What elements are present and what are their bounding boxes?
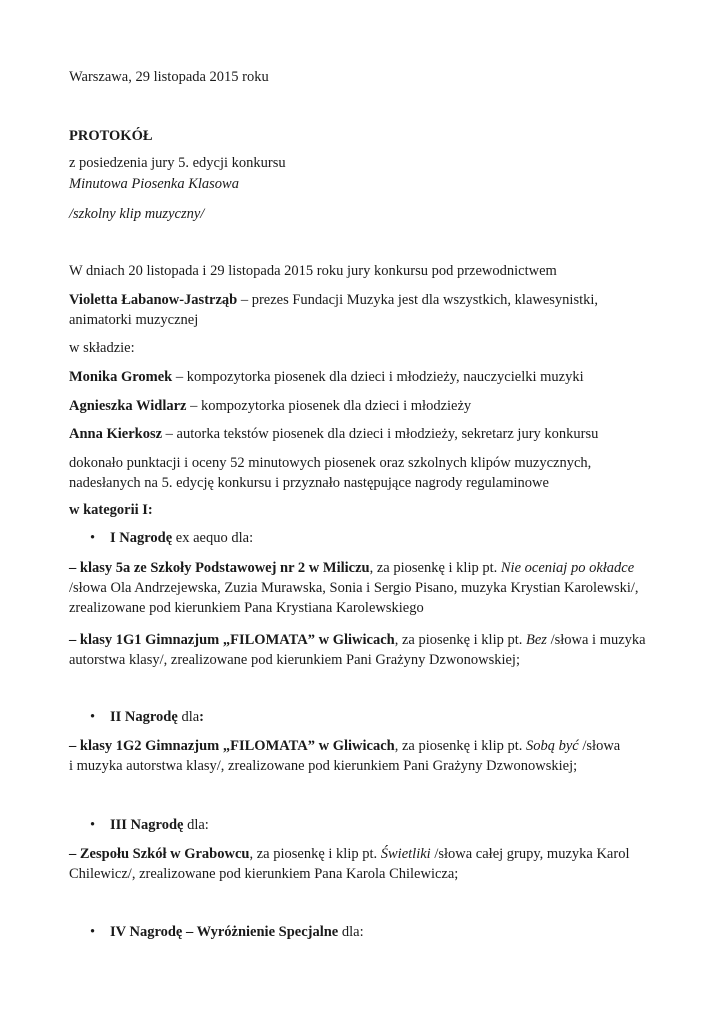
winner-name: – klasy 1G2 Gimnazjum „FILOMATA” w Gliwicach	[69, 738, 395, 754]
prize-suffix-colon: :	[199, 709, 204, 725]
bullet-icon: •	[90, 924, 96, 940]
entry-text: , za piosenkę i klip pt.	[394, 738, 526, 754]
prize-label: IV Nagrodę – Wyróżnienie Specjalne	[110, 924, 339, 940]
jury-member	[69, 367, 669, 387]
chair-name: Violetta Łabanow-Jastrząb	[69, 292, 238, 308]
member-description: – kompozytorka piosenek dla dzieci i młodzieży, nauczycielki muzyki	[172, 369, 584, 385]
song-title: Świetliki	[380, 846, 431, 862]
contest-name: Minutowa Piosenka Klasowa	[69, 176, 239, 192]
entry-text: autorstwa klasy/, zrealizowane pod kierunkiem Pani Grażyny Dzwonowskiej;	[69, 652, 520, 668]
prize-third-heading	[90, 815, 209, 835]
contest-tag: /szkolny klip muzyczny/	[69, 206, 205, 222]
winner-name: – Zespołu Szkół w Grabowcu	[69, 846, 250, 862]
prize-fourth-heading	[90, 922, 364, 942]
jury-member	[69, 424, 669, 444]
member-name: Anna Kierkosz	[69, 426, 163, 442]
entry-text: /słowa	[578, 738, 621, 754]
song-title: Bez	[526, 632, 547, 648]
chair-description-cont: animatorki muzycznej	[69, 312, 199, 328]
chair-paragraph	[69, 290, 669, 330]
prize-suffix: dla:	[183, 817, 209, 833]
winner-name: – klasy 1G1 Gimnazjum „FILOMATA” w Gliwicach	[69, 632, 395, 648]
prize-suffix: dla	[177, 709, 200, 725]
prize-suffix: ex aequo dla:	[172, 530, 254, 546]
prize-entry	[69, 844, 669, 884]
document-subtitle: z posiedzenia jury 5. edycji konkursu	[69, 155, 286, 171]
winner-name: – klasy 5a ze Szkoły Podstawowej nr 2 w Miliczu	[69, 560, 370, 576]
prize-entry	[69, 558, 669, 618]
member-description: – autorka tekstów piosenek dla dzieci i młodzieży, sekretarz jury konkursu	[162, 426, 599, 442]
song-title: Nie oceniaj po okładce	[500, 560, 635, 576]
summary-paragraph	[69, 453, 669, 493]
prize-label: II Nagrodę	[110, 709, 178, 725]
entry-text: i muzyka autorstwa klasy/, zrealizowane pod kierunkiem Pani Grażyny Dzwonowskiej;	[69, 758, 578, 774]
prize-label: I Nagrodę	[110, 530, 173, 546]
bullet-icon: •	[90, 709, 96, 725]
jury-member	[69, 396, 669, 416]
entry-text: , za piosenkę i klip pt.	[249, 846, 381, 862]
entry-text: /słowa całej grupy, muzyka Karol	[430, 846, 630, 862]
bullet-icon: •	[90, 530, 96, 546]
summary-line: dokonało punktacji i oceny 52 minutowych piosenek oraz szkolnych klipów muzycznych,	[69, 455, 592, 471]
member-name: Agnieszka Widlarz	[69, 398, 187, 414]
entry-text: , za piosenkę i klip pt.	[394, 632, 526, 648]
bullet-icon: •	[90, 817, 96, 833]
entry-text: /słowa Ola Andrzejewska, Zuzia Murawska, Sonia i Sergio Pisano, muzyka Krystian Karolewski/,	[69, 580, 639, 596]
prize-entry	[69, 736, 669, 776]
prize-entry	[69, 630, 669, 670]
entry-text: , za piosenkę i klip pt.	[369, 560, 501, 576]
member-description: – kompozytorka piosenek dla dzieci i młodzieży	[186, 398, 472, 414]
intro-paragraph: W dniach 20 listopada i 29 listopada 2015 roku jury konkursu pod przewodnictwem	[69, 263, 557, 279]
prize-second-heading	[90, 707, 204, 727]
document-date: Warszawa, 29 listopada 2015 roku	[69, 69, 269, 85]
prize-first-heading	[90, 528, 253, 548]
prize-label: III Nagrodę	[110, 817, 184, 833]
summary-line: nadesłanych na 5. edycję konkursu i przyznało następujące nagrody regulaminowe	[69, 475, 549, 491]
document-title: PROTOKÓŁ	[69, 128, 153, 144]
song-title: Sobą być	[526, 738, 579, 754]
entry-text: /słowa i muzyka	[546, 632, 646, 648]
composition-label: w składzie:	[69, 340, 135, 356]
entry-text: Chilewicz/, zrealizowane pod kierunkiem Pana Karola Chilewicza;	[69, 866, 459, 882]
chair-description: – prezes Fundacji Muzyka jest dla wszystkich, klawesynistki,	[237, 292, 599, 308]
member-name: Monika Gromek	[69, 369, 173, 385]
entry-text: zrealizowane pod kierunkiem Pana Krystiana Karolewskiego	[69, 600, 424, 616]
category-heading: w kategorii I:	[69, 502, 153, 518]
prize-suffix: dla:	[338, 924, 364, 940]
